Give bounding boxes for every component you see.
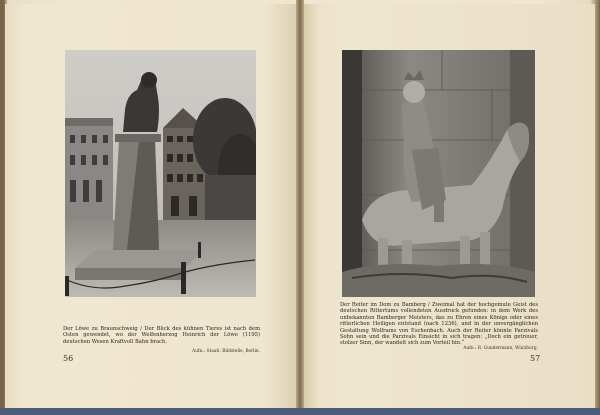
right-photo-credit: Aufn.: R. Gundermann, Würzburg. xyxy=(463,346,538,351)
left-page-number: 56 xyxy=(63,354,74,363)
left-photo-credit: Aufn.: Staatl. Bildstelle, Berlin. xyxy=(192,349,260,354)
right-page-number: 57 xyxy=(530,354,541,363)
book-cover-edge xyxy=(0,408,600,415)
lion-monument-photo xyxy=(65,50,256,297)
left-page xyxy=(5,4,296,409)
book-gutter xyxy=(296,0,304,415)
right-photo-caption: Der Reiter im Dom zu Bamberg / Zweimal hat der hochgemute Geist des deutschen Rittertums vollendeten Ausdruck gefunden: in dem Werk des unbekannten Bamberger Meisters, das zu Ehren eines Königs oder eines ritterlichen Heiligen entstand (nach 1236), und in der unvergänglichen Gestaltung Wolframs von Eschenbach. Auch der Reiter könnte Parzivals Sohn sein und die Parzivals Einsicht in sich tragen: „Doch ein getreuer, stolzer Sinn, der wandelt sich zum Vorteil hin.“ xyxy=(340,302,538,347)
left-photo-caption: Der Löwe zu Braunschweig / Der Blick des kühnen Tieres ist nach dem Osten gewendet, wo der Welfenherzog Heinrich der Löwe (1195) deutschen Wesen Kraftvoll Bahn brach. xyxy=(63,326,260,345)
right-page xyxy=(304,4,595,409)
bamberg-rider-photo xyxy=(342,50,535,297)
